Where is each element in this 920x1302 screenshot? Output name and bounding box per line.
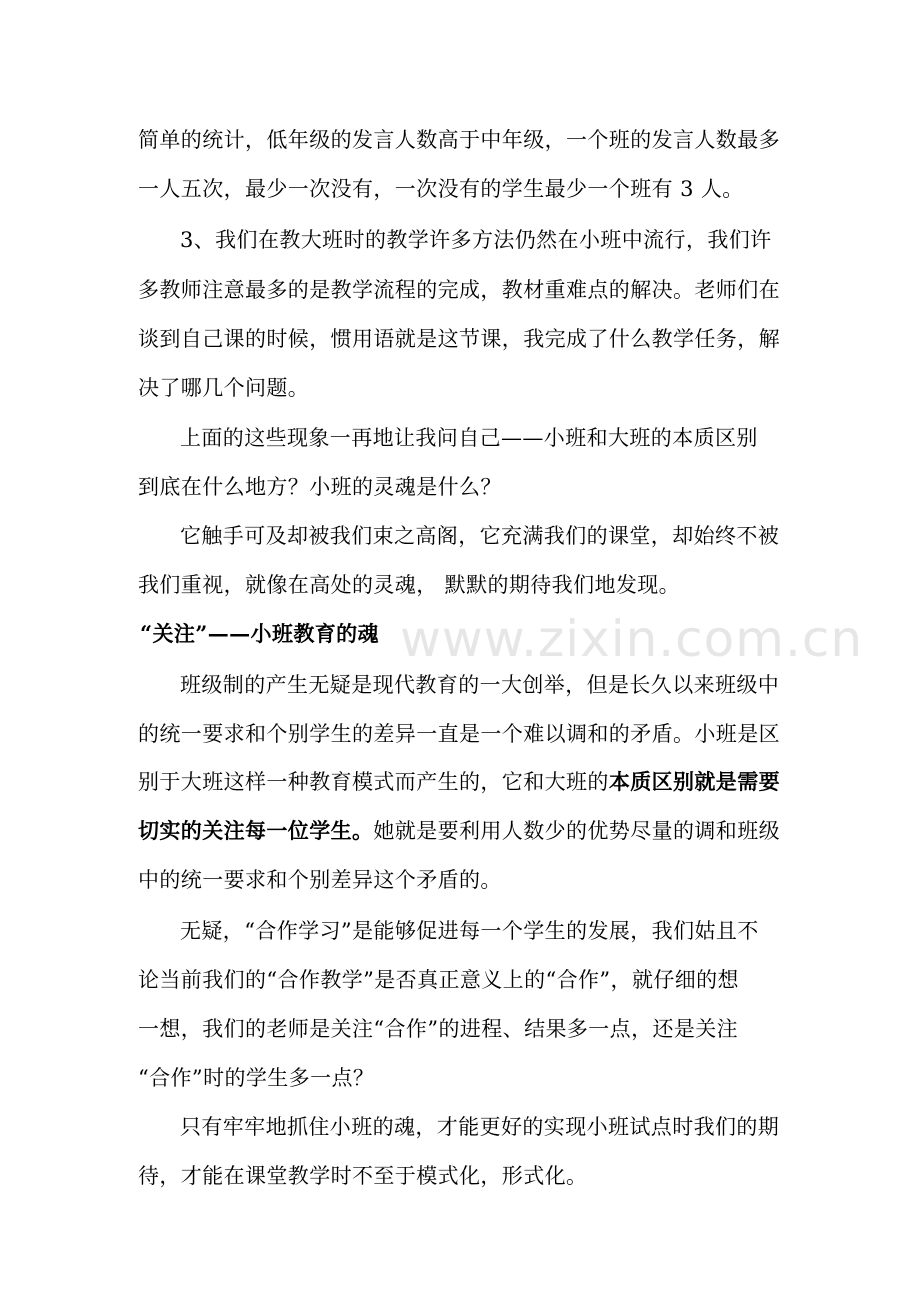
text-line: 3、我们在教大班时的教学许多方法仍然在小班中流行，我们许 (180, 228, 772, 252)
plain-text: 她就是要利用人数少的优势尽量的调和班级 (373, 819, 781, 843)
text-line: 我们重视，就像在高处的灵魂， 默默的期待我们地发现。 (138, 573, 681, 597)
text-line: 无疑，“合作学习”是能够促进每一个学生的发展，我们姑且不 (180, 919, 759, 943)
text-line: 它触手可及却被我们束之高阁，它充满我们的课堂，却始终不被 (180, 524, 780, 548)
text-line: 待，才能在课堂教学时不至于模式化，形式化。 (138, 1164, 588, 1188)
plain-text: 别于大班这样一种教育模式而产生的，它和大班的 (138, 770, 609, 794)
text-line: 到底在什么地方？小班的灵魂是什么？ (138, 475, 502, 499)
text-line: 只有牢牢地抓住小班的魂，才能更好的实现小班试点时我们的期 (180, 1115, 780, 1139)
bold-text: 本质区别就是需要 (608, 769, 781, 794)
text-line: 论当前我们的“合作教学”是否真正意义上的“合作”，就仔细的想 (138, 968, 739, 992)
text-line: 简单的统计，低年级的发言人数高于中年级，一个班的发言人数最多 (138, 128, 780, 152)
text-line: “合作”时的学生多一点？ (138, 1066, 375, 1090)
text-line: 的统一要求和个别学生的差异一直是一个难以调和的矛盾。小班是区 (138, 722, 780, 746)
section-heading: “关注”——小班教育的魂 (140, 621, 379, 646)
text-line: 多教师注意最多的是教学流程的完成，教材重难点的解决。老师们在 (138, 278, 780, 302)
text-line (138, 770, 780, 794)
text-line: 一想，我们的老师是关注“合作”的进程、结果多一点，还是关注 (138, 1017, 739, 1041)
text-line: 谈到自己课的时候，惯用语就是这节课，我完成了什么教学任务，解 (138, 327, 780, 351)
watermark: www.zixin.com.cn (400, 610, 864, 668)
text-line: 上面的这些现象一再地让我问自己——小班和大班的本质区别 (180, 426, 758, 450)
text-line: 决了哪几个问题。 (138, 376, 310, 400)
text-line (138, 819, 780, 843)
bold-text: 切实的关注每一位学生。 (138, 818, 374, 843)
text-line: 班级制的产生无疑是现代教育的一大创举，但是长久以来班级中 (180, 673, 780, 697)
text-line: 中的统一要求和个别差异这个矛盾的。 (138, 868, 502, 892)
text-line: 一人五次，最少一次没有，一次没有的学生最少一个班有 3 人。 (138, 177, 744, 201)
